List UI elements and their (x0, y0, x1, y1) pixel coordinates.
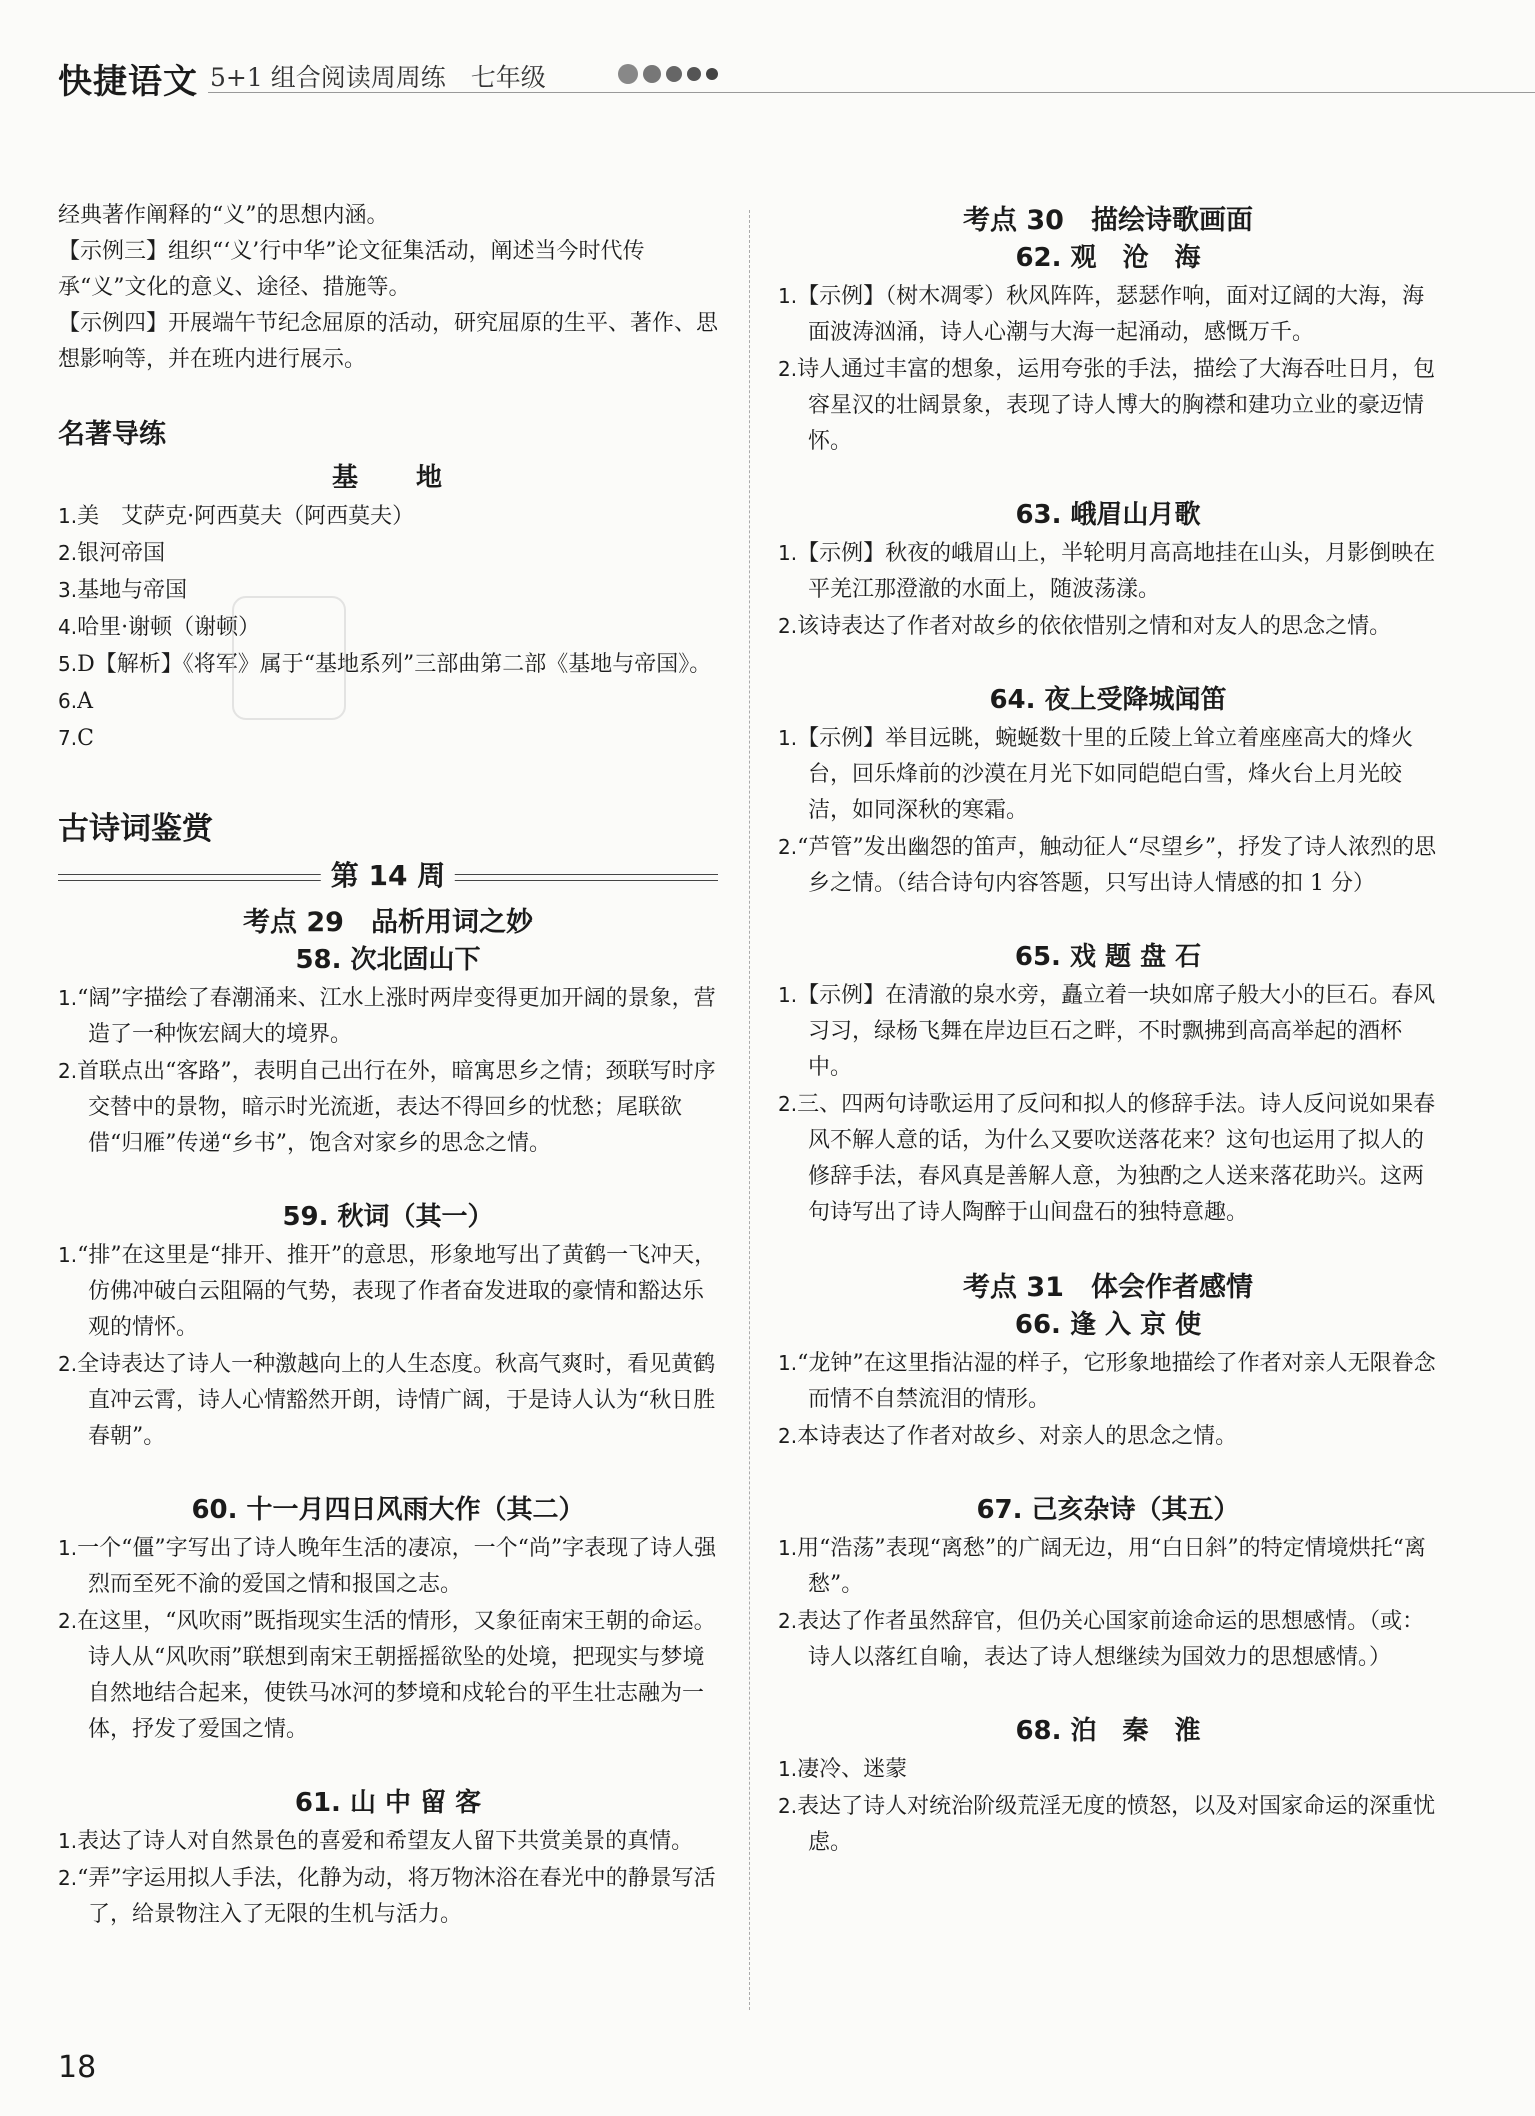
answer-number: 3. (58, 578, 78, 602)
answer-number: 7. (58, 726, 78, 750)
answer-number: 1. (58, 1243, 78, 1267)
answer-number: 1. (778, 1757, 798, 1781)
answer-number: 1. (58, 1536, 78, 1560)
watermark-stamp (232, 596, 346, 720)
poem-answers (778, 1530, 1438, 1676)
answer-number: 1. (58, 986, 78, 1010)
answer-item (58, 720, 718, 757)
answer-item (778, 1603, 1438, 1676)
answer-number: 2. (778, 1424, 798, 1448)
answer-number: 2. (58, 1059, 78, 1083)
answer-text: 在这里，“风吹雨”既指现实生活的情形，又象征南宋王朝的命运。诗人从“风吹雨”联想到南宋王朝摇摇欲坠的处境，把现实与梦境自然地结合起来，使铁马冰河的梦境和戍轮台的平生壮志融为一体，抒发了爱国之情。 (77, 1609, 716, 1742)
answer-item (778, 535, 1438, 608)
answer-number: 4. (58, 615, 78, 639)
kaodian-30: 考点 30 描绘诗歌画面 (963, 205, 1253, 236)
mingzhu-answer-list (58, 498, 718, 757)
answer-text: 表达了诗人对统治阶级荒淫无度的愤怒，以及对国家命运的深重忧虑。 (797, 1794, 1436, 1855)
answer-item (58, 609, 718, 646)
poem-title: 64. 夜上受降城闻笛 (989, 685, 1227, 715)
poem-answers (778, 977, 1438, 1231)
answer-text: 【示例】秋夜的峨眉山上，半轮明月高高地挂在山头，月影倒映在平羌江那澄澈的水面上，随波荡漾。 (797, 541, 1436, 602)
poem-title: 59. 秋词（其一） (282, 1202, 494, 1232)
poem-answers (778, 720, 1438, 902)
answer-number: 1. (778, 284, 798, 308)
answer-item (778, 720, 1438, 829)
answer-text: 诗人通过丰富的想象，运用夸张的手法，描绘了大海吞吐日月，包容星汉的壮阔景象，表现了诗人博大的胸襟和建功立业的豪迈情怀。 (797, 357, 1436, 454)
answer-number: 2. (58, 1609, 78, 1633)
poem-answers-left (58, 939, 718, 1933)
answer-text: 【示例】举目远眺，蜿蜒数十里的丘陵上耸立着座座高大的烽火台，回乐烽前的沙漠在月光下如同皑皑白雪，烽火台上月光皎洁，如同深秋的寒霜。 (797, 726, 1414, 823)
answer-number: 2. (778, 1609, 798, 1633)
decorative-dots (618, 64, 718, 84)
answer-number: 5. (58, 652, 78, 676)
answer-item (778, 1751, 1438, 1788)
dot-icon (666, 66, 682, 82)
answer-text: “弄”字运用拟人手法，化静为动，将万物沐浴在春光中的静景写活了，给景物注入了无限的生机与活力。 (77, 1866, 716, 1927)
answer-number: 2. (778, 614, 798, 638)
intro-paragraph: 【示例四】开展端午节纪念屈原的活动，研究屈原的生平、著作、思想影响等，并在班内进行展示。 (58, 311, 719, 372)
answer-text: 美 艾萨克·阿西莫夫（阿西莫夫） (77, 504, 415, 529)
section-heading-mingzhu: 名著导练 (58, 419, 166, 450)
answer-text: D【解析】《将军》属于“基地系列”三部曲第二部《基地与帝国》。 (77, 652, 712, 677)
poem-title: 63. 峨眉山月歌 (1015, 500, 1201, 530)
answer-item (778, 977, 1438, 1086)
answer-text: 首联点出“客路”，表明自己出行在外，暗寓思乡之情；颈联写时序交替中的景物，暗示时光流逝，表达不得回乡的忧愁；尾联欲借“归雁”传递“乡书”，饱含对家乡的思念之情。 (77, 1059, 716, 1156)
answer-number: 6. (58, 689, 78, 713)
answer-item (778, 1530, 1438, 1603)
intro-answers (58, 198, 718, 378)
answer-text: 一个“僵”字写出了诗人晚年生活的凄凉，一个“尚”字表现了诗人强烈而至死不渝的爱国之情和报国之志。 (77, 1536, 717, 1597)
poem-answers-30 (778, 237, 1438, 1231)
answer-item (58, 1237, 718, 1346)
poem-answers (58, 980, 718, 1162)
answer-item (58, 1053, 718, 1162)
answer-item (778, 1418, 1438, 1455)
answer-number: 1. (58, 504, 78, 528)
answer-text: 【示例】（树木凋零）秋风阵阵，瑟瑟作响，面对辽阔的大海，海面波涛汹涌，诗人心潮与大海一起涌动，感慨万千。 (797, 284, 1425, 345)
week-banner (58, 854, 718, 894)
right-column (778, 198, 1438, 1861)
poem-title: 65. 戏 题 盘 石 (1014, 942, 1202, 972)
answer-item (58, 646, 718, 683)
answer-number: 2. (778, 1092, 798, 1116)
answer-number: 2. (58, 1352, 78, 1376)
answer-number: 2. (58, 541, 78, 565)
answer-number: 1. (58, 1829, 78, 1853)
dot-icon (618, 64, 638, 84)
answer-item (778, 1086, 1438, 1231)
poem-answers (778, 1751, 1438, 1861)
answer-item (778, 1345, 1438, 1418)
poem-title: 66. 逢 入 京 使 (1014, 1310, 1202, 1340)
answer-number: 1. (778, 1536, 798, 1560)
answer-text: “阔”字描绘了春潮涌来、江水上涨时两岸变得更加开阔的景象，营造了一种恢宏阔大的境界。 (77, 986, 716, 1047)
answer-number: 1. (778, 726, 798, 750)
brand-title: 快捷语文 (58, 62, 198, 102)
answer-item (778, 608, 1438, 645)
poem-answers (58, 1530, 718, 1748)
kaodian-29: 考点 29 品析用词之妙 (243, 907, 533, 938)
answer-number: 2. (778, 357, 798, 381)
answer-number: 2. (778, 1794, 798, 1818)
dot-icon (706, 68, 718, 80)
poem-answers (58, 1237, 718, 1455)
answer-text: 表达了诗人对自然景色的喜爱和希望友人留下共赏美景的真情。 (77, 1829, 694, 1854)
poem-title: 60. 十一月四日风雨大作（其二） (191, 1495, 585, 1525)
poem-answers-31 (778, 1304, 1438, 1861)
left-column (58, 198, 718, 1933)
answer-text: 表达了作者虽然辞官，但仍关心国家前途命运的思想感情。（或：诗人以落红自喻，表达了诗人想继续为国效力的思想感情。） (797, 1609, 1425, 1670)
answer-text: 全诗表达了诗人一种激越向上的人生态度。秋高气爽时，看见黄鹤直冲云霄，诗人心情豁然开朗，诗情广阔，于是诗人认为“秋日胜春朝”。 (77, 1352, 716, 1449)
answer-item (58, 572, 718, 609)
answer-item (58, 980, 718, 1053)
answer-item (58, 683, 718, 720)
answer-text: 用“浩荡”表现“离愁”的广阔无边，用“白日斜”的特定情境烘托“离愁”。 (797, 1536, 1426, 1597)
answer-item (58, 498, 718, 535)
book-title: 基 地 (331, 463, 444, 493)
answer-text: 银河帝国 (77, 541, 166, 566)
answer-number: 1. (778, 983, 798, 1007)
answer-item (58, 1860, 718, 1933)
answer-text: 【示例】在清澈的泉水旁，矗立着一块如席子般大小的巨石。春风习习，绿杨飞舞在岸边巨石之畔，不时飘拂到高高举起的酒杯中。 (797, 983, 1436, 1080)
answer-text: 哈里·谢顿（谢顿） (77, 615, 261, 640)
poem-title: 68. 泊 秦 淮 (1015, 1716, 1201, 1746)
intro-paragraph: 【示例三】组织“‘义’行中华”论文征集活动，阐述当今时代传承“义”文化的意义、途径、措施等。 (58, 239, 645, 300)
page-number: 18 (58, 2050, 97, 2085)
column-divider (749, 210, 750, 2010)
kaodian-31: 考点 31 体会作者感情 (963, 1272, 1253, 1303)
answer-text: C (77, 726, 94, 751)
answer-item (58, 1823, 718, 1860)
answer-item (58, 1530, 718, 1603)
answer-number: 1. (778, 1351, 798, 1375)
answer-item (58, 535, 718, 572)
poem-title: 67. 己亥杂诗（其五） (976, 1495, 1240, 1525)
poem-answers (778, 278, 1438, 460)
answer-text: 该诗表达了作者对故乡的依依惜别之情和对友人的思念之情。 (797, 614, 1392, 639)
poem-title: 58. 次北固山下 (295, 945, 481, 975)
book-subtitle: 5+1 组合阅读周周练 七年级 (210, 63, 546, 92)
answer-item (778, 1788, 1438, 1861)
poem-title: 61. 山 中 留 客 (294, 1788, 482, 1818)
answer-text: 三、四两句诗歌运用了反问和拟人的修辞手法。诗人反问说如果春风不解人意的话，为什么又要吹送落花来？这句也运用了拟人的修辞手法，春风真是善解人意，为独酌之人送来落花助兴。这两句诗写出了诗人陶醉于山间盘石的独特意趣。 (797, 1092, 1436, 1225)
poem-answers (58, 1823, 718, 1933)
answer-number: 2. (778, 835, 798, 859)
answer-item (778, 278, 1438, 351)
answer-item (778, 829, 1438, 902)
answer-text: 凄冷、迷蒙 (797, 1757, 908, 1782)
dot-icon (643, 65, 661, 83)
answer-text: 本诗表达了作者对故乡、对亲人的思念之情。 (797, 1424, 1238, 1449)
answer-text: “龙钟”在这里指沾湿的样子，它形象地描绘了作者对亲人无限眷念而情不自禁流泪的情形。 (797, 1351, 1436, 1412)
answer-item (778, 351, 1438, 460)
poem-answers (778, 535, 1438, 645)
answer-text: A (77, 689, 93, 714)
poem-title: 62. 观 沧 海 (1015, 243, 1201, 273)
poem-answers (778, 1345, 1438, 1455)
answer-item (58, 1346, 718, 1455)
answer-text: 基地与帝国 (77, 578, 188, 603)
week-label: 第 14 周 (321, 854, 455, 894)
header-rule (208, 92, 1535, 93)
intro-paragraph: 经典著作阐释的“义”的思想内涵。 (58, 203, 389, 228)
section-heading-gushici: 古诗词鉴赏 (58, 811, 213, 847)
answer-number: 1. (778, 541, 798, 565)
answer-number: 2. (58, 1866, 78, 1890)
answer-text: “排”在这里是“排开、推开”的意思，形象地写出了黄鹤一飞冲天，仿佛冲破白云阻隔的气势，表现了作者奋发进取的豪情和豁达乐观的情怀。 (77, 1243, 717, 1340)
dot-icon (687, 67, 701, 81)
answer-item (58, 1603, 718, 1748)
answer-text: “芦管”发出幽怨的笛声，触动征人“尽望乡”，抒发了诗人浓烈的思乡之情。（结合诗句内容答题，只写出诗人情感的扣 1 分） (797, 835, 1437, 896)
page-header (58, 52, 1478, 102)
